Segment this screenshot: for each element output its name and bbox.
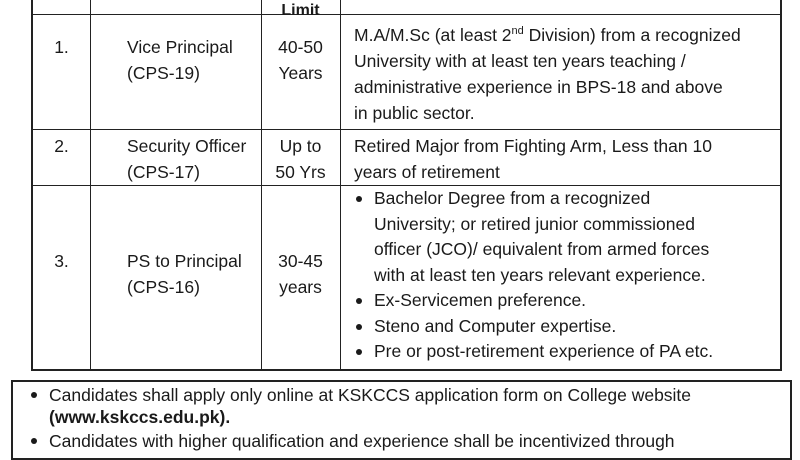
age-range: Up to — [279, 136, 322, 156]
age-unit: 50 Yrs — [275, 162, 326, 182]
note-higher-qualification: Candidates with higher qualification and experience shall be incentivized through — [29, 430, 780, 452]
website-link[interactable]: (www.kskccs.edu.pk). — [49, 407, 231, 427]
post-title: Security Officer — [127, 136, 247, 156]
row-1-qualification — [340, 22, 780, 126]
post-grade: (CPS-16) — [127, 277, 200, 297]
row-1-serial: 1. — [54, 37, 69, 57]
age-range: 30-45 — [278, 251, 323, 271]
row-3-age-limit — [261, 248, 340, 300]
row-3-post — [90, 248, 261, 300]
qual-line: University with at least ten years teaching / — [354, 51, 686, 71]
age-unit: years — [279, 277, 322, 297]
row-2-serial: 2. — [54, 136, 69, 156]
post-title: Vice Principal — [127, 37, 233, 57]
row-1-post — [90, 34, 261, 86]
bullet-item: Ex-Servicemen preference. — [354, 288, 780, 314]
table-divider — [33, 14, 780, 15]
row-1-age-limit — [261, 34, 340, 86]
job-positions-table — [31, 0, 782, 371]
qual-line: years of retirement — [354, 162, 500, 182]
bullet-item: Steno and Computer expertise. — [354, 314, 780, 340]
post-grade: (CPS-19) — [127, 63, 200, 83]
age-range: 40-50 — [278, 37, 323, 57]
row-3-serial: 3. — [54, 251, 69, 271]
row-2-post — [90, 133, 261, 185]
age-unit: Years — [278, 63, 323, 83]
post-grade: (CPS-17) — [127, 162, 200, 182]
table-divider — [33, 129, 780, 130]
row-2-age-limit — [261, 133, 340, 185]
instructions-box — [11, 380, 792, 460]
post-title: PS to Principal — [127, 251, 242, 271]
header-age-limit: Limit — [281, 2, 320, 19]
qual-line: in public sector. — [354, 103, 475, 123]
bullet-item: Bachelor Degree from a recognized University; or retired junior commissioned officer (JCO)/ equivalent from armed forces with at least ten years relevant experience. — [354, 186, 780, 288]
row-3-qualification — [340, 186, 780, 365]
note-apply-online: Candidates shall apply only online at KSKCCS application form on College website (www.kskccs.edu.pk). — [29, 384, 780, 428]
row-2-qualification — [340, 133, 780, 185]
bullet-item: Pre or post-retirement experience of PA etc. — [354, 339, 780, 365]
qual-line: Retired Major from Fighting Arm, Less than 10 — [354, 136, 712, 156]
qual-line: M.A/M.Sc (at least 2nd Division) from a recognized — [354, 25, 741, 45]
qual-line: administrative experience in BPS-18 and above — [354, 77, 723, 97]
